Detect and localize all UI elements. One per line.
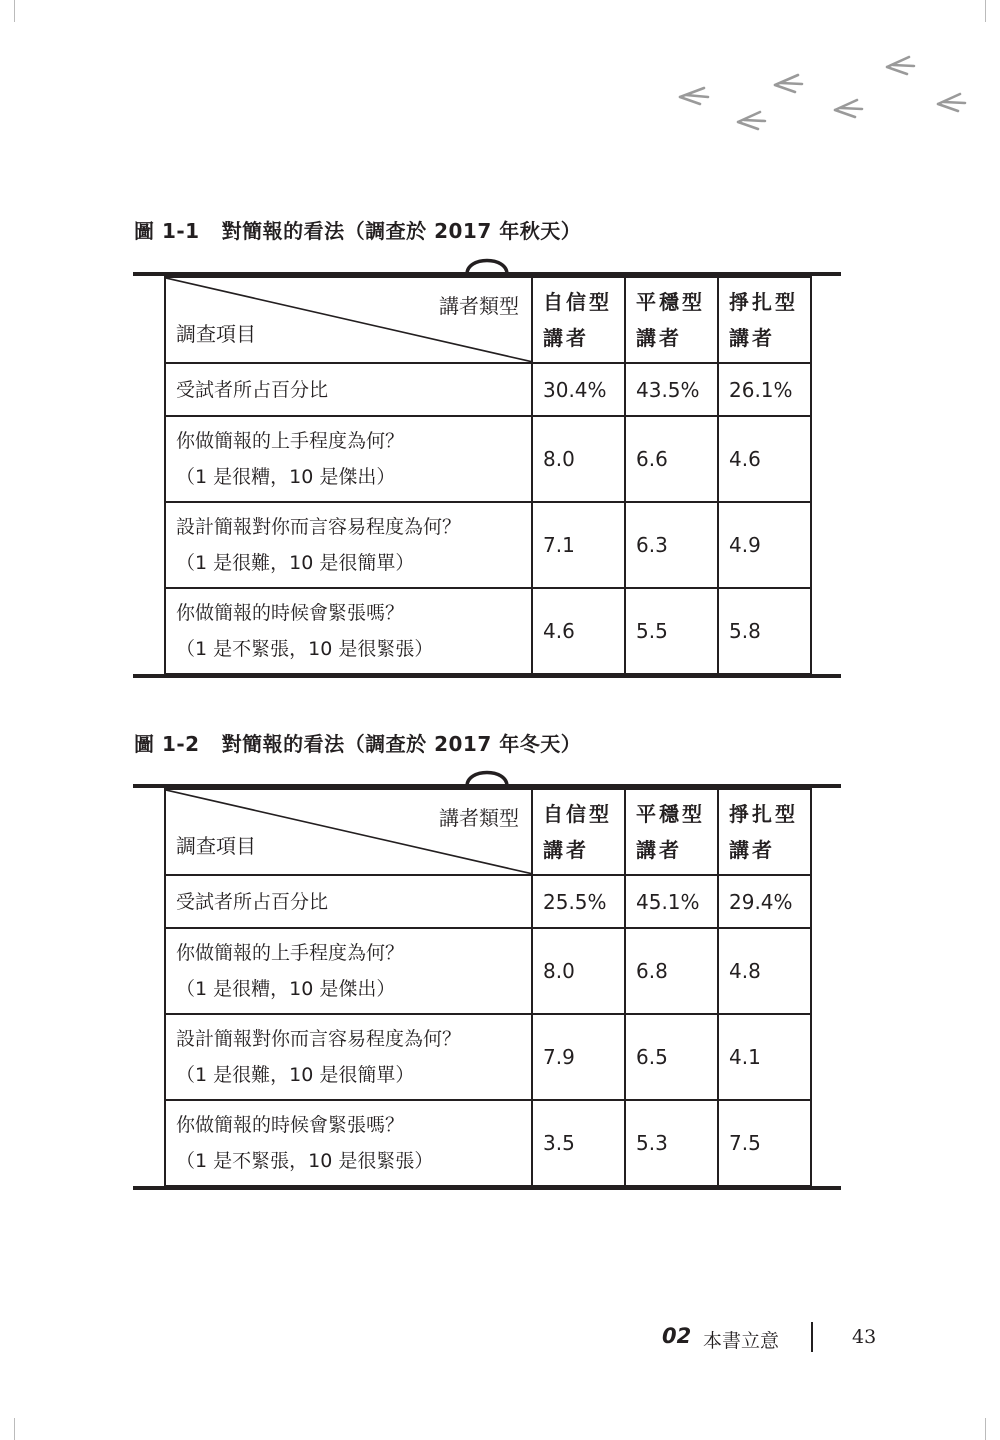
column-header-role: 講者 [543,326,589,350]
question-text: 你做簡報的上手程度為何？ [176,942,405,964]
figure-number: 圖 1-2 [134,732,200,756]
flying-birds-decoration [0,0,1000,140]
column-header [625,277,718,363]
crop-mark [985,1418,986,1440]
question-text: 設計簡報對你而言容易程度為何？ [176,1028,462,1050]
row-label [165,363,532,416]
scale-note: （1 是很難，10 是很簡單） [176,1064,415,1086]
corner-row-label: 調查項目 [176,834,256,858]
scale-note: （1 是很糟，10 是傑出） [176,466,396,488]
column-header-role: 講者 [636,326,682,350]
table-cell: 4.9 [718,502,811,588]
column-header-type: 掙扎型 [729,802,798,826]
scale-note: （1 是不緊張，10 是很緊張） [176,638,434,660]
table-cell: 7.5 [718,1100,811,1186]
chapter-title: 本書立意 [703,1330,780,1352]
bird-icon [738,112,765,129]
table-cell: 25.5% [532,875,625,928]
table-cell: 30.4% [532,363,625,416]
column-header-role: 講者 [729,838,775,862]
header-row [165,789,811,875]
corner-cell [165,277,532,363]
column-header-role: 講者 [729,326,775,350]
table-cell: 7.1 [532,502,625,588]
table-cell: 3.5 [532,1100,625,1186]
table-cell: 4.8 [718,928,811,1014]
survey-figure [133,272,841,680]
table-cell: 5.5 [625,588,718,674]
table-cell: 8.0 [532,416,625,502]
table-row [165,588,811,674]
question-text: 你做簡報的時候會緊張嗎？ [176,1114,405,1136]
question-text: 你做簡報的時候會緊張嗎？ [176,602,405,624]
table-cell: 5.8 [718,588,811,674]
figure-title [134,731,581,757]
table-row [165,502,811,588]
page-footer [0,1322,1000,1358]
crop-mark [14,0,15,22]
row-label [165,928,532,1014]
figure-caption: 對簡報的看法（調查於 2017 年秋天） [221,219,582,243]
table-cell: 6.5 [625,1014,718,1100]
column-header [532,789,625,875]
crop-mark [14,1418,15,1440]
crop-mark [985,0,986,22]
column-header-role: 講者 [636,838,682,862]
column-header-type: 掙扎型 [729,290,798,314]
table-cell: 6.3 [625,502,718,588]
survey-table [164,788,812,1187]
table-cell: 6.8 [625,928,718,1014]
scale-note: （1 是很糟，10 是傑出） [176,978,396,1000]
scale-note: （1 是很難，10 是很簡單） [176,552,415,574]
figure-caption: 對簡報的看法（調查於 2017 年冬天） [221,732,582,756]
bird-icon [835,100,862,117]
row-label [165,502,532,588]
column-header-type: 平穩型 [636,290,705,314]
row-label [165,875,532,928]
header-row [165,277,811,363]
table-cell: 5.3 [625,1100,718,1186]
scale-note: （1 是不緊張，10 是很緊張） [176,1150,434,1172]
table-row [165,363,811,416]
column-header [625,789,718,875]
table-cell: 45.1% [625,875,718,928]
question-text: 受試者所占百分比 [176,378,329,401]
survey-table [164,276,812,675]
table-cell: 29.4% [718,875,811,928]
table-row [165,1014,811,1100]
question-text: 受試者所占百分比 [176,890,329,913]
column-header-type: 自信型 [543,290,612,314]
row-label [165,588,532,674]
column-header-role: 講者 [543,838,589,862]
bird-icon [938,94,965,111]
footer-divider [811,1322,813,1352]
table-cell: 7.9 [532,1014,625,1100]
table-row [165,416,811,502]
page-number: 43 [852,1326,877,1348]
survey-figure [133,784,841,1192]
corner-cell [165,789,532,875]
row-label [165,1100,532,1186]
column-header [718,789,811,875]
bird-icon [887,57,914,74]
figure-number: 圖 1-1 [134,219,200,243]
chapter-number: 02 [662,1324,692,1348]
table-cell: 4.6 [532,588,625,674]
table-cell: 6.6 [625,416,718,502]
table-bottom-rule [133,1186,841,1190]
corner-column-label: 講者類型 [439,806,519,830]
table-cell: 8.0 [532,928,625,1014]
column-header [532,277,625,363]
question-text: 設計簡報對你而言容易程度為何？ [176,516,462,538]
column-header [718,277,811,363]
row-label [165,416,532,502]
table-cell: 4.1 [718,1014,811,1100]
table-row [165,928,811,1014]
table-cell: 4.6 [718,416,811,502]
row-label [165,1014,532,1100]
table-bottom-rule [133,674,841,678]
column-header-type: 平穩型 [636,802,705,826]
bird-icon [775,75,802,92]
question-text: 你做簡報的上手程度為何？ [176,430,405,452]
column-header-type: 自信型 [543,802,612,826]
table-row [165,875,811,928]
corner-row-label: 調查項目 [176,322,256,346]
corner-column-label: 講者類型 [439,294,519,318]
figure-title [134,218,581,244]
bird-icon [680,88,708,104]
table-cell: 26.1% [718,363,811,416]
table-row [165,1100,811,1186]
table-cell: 43.5% [625,363,718,416]
